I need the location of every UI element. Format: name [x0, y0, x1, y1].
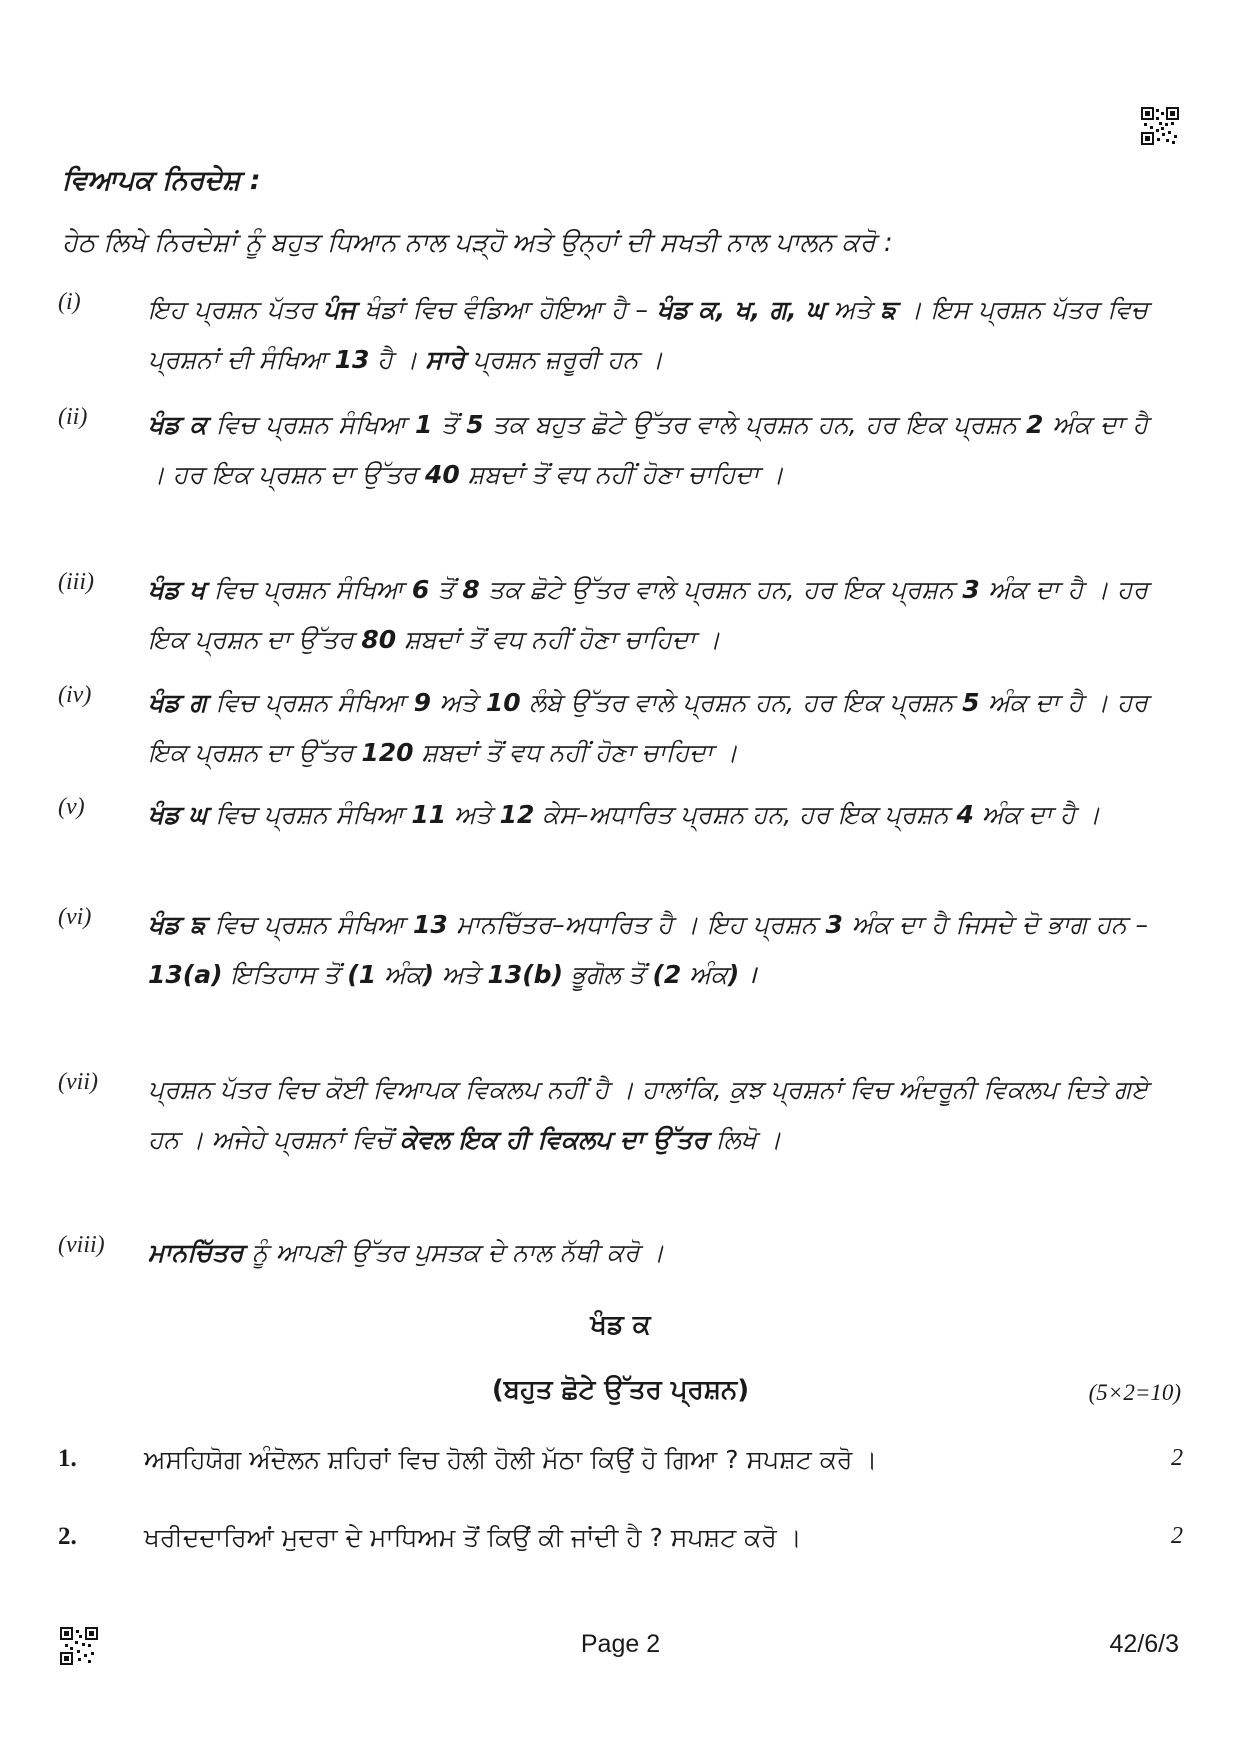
bold-text: ਖੰਡ ਘ — [148, 800, 208, 829]
bold-text: ਖੰਡ ਖ — [148, 575, 206, 604]
bold-text: (1 — [347, 960, 377, 989]
text-run: ਅਤੇ — [824, 295, 881, 324]
text-run: ਲੰਬੇ ਉੱਤਰ ਵਾਲੇ ਪ੍ਰਸ਼ਨ ਹਨ, ਹਰ ਇਕ ਪ੍ਰਸ਼ਨ — [520, 688, 963, 717]
instruction-number: (vii) — [58, 1069, 98, 1095]
text-run: ਵਿਚ ਪ੍ਰਸ਼ਨ ਸੰਖਿਆ — [206, 688, 414, 717]
text-run: ਤਕ ਬਹੁਤ ਛੋਟੇ ਉੱਤਰ ਵਾਲੇ ਪ੍ਰਸ਼ਨ ਹਨ, ਹਰ ਇਕ ਪ੍ਰਸ਼ਨ — [483, 410, 1027, 439]
text-run: ਅਤੇ — [431, 688, 486, 717]
question-number: 2. — [58, 1523, 77, 1550]
text-run: ਮਾਨਚਿੱਤਰ–ਅਧਾਰਿਤ ਹੈ । ਇਹ ਪ੍ਰਸ਼ਨ — [447, 910, 826, 939]
bold-text: 1 — [414, 410, 433, 439]
bold-text: 11 — [411, 800, 447, 829]
instruction-text — [148, 400, 1148, 500]
text-run: ਸ਼ਬਦਾਂ ਤੋਂ ਵਧ ਨਹੀਂ ਹੋਣਾ ਚਾਹਿਦਾ । — [413, 738, 738, 767]
bold-text: 40 — [424, 460, 460, 489]
bold-text: 3 — [825, 910, 843, 939]
paper-code: 42/6/3 — [1109, 1630, 1179, 1658]
text-run: ਨੂੰ ਆਪਣੀ ਉੱਤਰ ਪੁਸਤਕ ਦੇ ਨਾਲ ਨੱਥੀ ਕਰੋ । — [243, 1238, 665, 1267]
instruction-number: (ii) — [58, 404, 88, 430]
instruction-text — [148, 900, 1148, 1000]
text-run: ਵਿਚ ਪ੍ਰਸ਼ਨ ਸੰਖਿਆ — [207, 800, 412, 829]
bold-text: 5 — [962, 688, 980, 717]
text-run: ਵਿਚ ਪ੍ਰਸ਼ਨ ਸੰਖਿਆ — [205, 910, 414, 939]
text-run: ਅਤੇ — [446, 800, 500, 829]
bold-text: ਖੰਡ ਙ — [148, 910, 206, 939]
instruction-text — [148, 678, 1148, 778]
section-subtitle: (ਬਹੁਤ ਛੋਟੇ ਉੱਤਰ ਪ੍ਰਸ਼ਨ) — [491, 1375, 750, 1405]
question-marks: 2 — [1171, 1445, 1183, 1471]
text-run: ਅੰਕ — [376, 960, 423, 989]
bold-text: ) — [727, 960, 740, 989]
text-run: ਅੰਕ ਦਾ ਹੈ । ਹਰ ਇਕ ਪ੍ਰਸ਼ਨ ਦਾ ਉੱਤਰ — [148, 575, 1148, 654]
bold-text: ) — [422, 960, 435, 989]
text-run: । ਇਸ ਪ੍ਰਸ਼ਨ ਪੱਤਰ ਵਿਚ ਪ੍ਰਸ਼ਨਾਂ ਦੀ ਸੰਖਿਆ — [148, 295, 1148, 374]
text-run: ਹੈ । — [369, 345, 426, 374]
bold-text: ਮਾਨਚਿੱਤਰ — [148, 1238, 244, 1267]
instruction-number: (v) — [58, 794, 85, 820]
instruction-text — [148, 565, 1148, 665]
bold-text: 2 — [1026, 410, 1044, 439]
instruction-number: (vi) — [58, 904, 92, 930]
text-run: ਖੰਡਾਂ ਵਿਚ ਵੰਡਿਆ ਹੋਇਆ ਹੈ – — [355, 295, 657, 324]
bold-text: 13 — [413, 910, 448, 939]
instruction-number: (i) — [58, 289, 81, 315]
bold-text: 8 — [462, 575, 480, 604]
page-number: Page 2 — [580, 1630, 661, 1658]
qr-code-icon — [1141, 107, 1179, 145]
bold-text: ਖੰਡ ਕ — [148, 410, 207, 439]
bold-text: 3 — [962, 575, 980, 604]
bold-text: 10 — [485, 688, 521, 717]
bold-text: ਙ — [880, 295, 897, 324]
text-run: ਅੰਕ ਦਾ ਹੈ । ਹਰ ਇਕ ਪ੍ਰਸ਼ਨ ਦਾ ਉੱਤਰ — [148, 410, 1148, 489]
text-run: ਇਤਿਹਾਸ ਤੋਂ — [222, 960, 348, 989]
text-run: ਪ੍ਰਸ਼ਨ ਪੱਤਰ ਵਿਚ ਕੋਈ ਵਿਆਪਕ ਵਿਕਲਪ ਨਹੀਂ ਹੈ । ਹਾਲਾਂਕਿ, ਕੁਝ ਪ੍ਰਸ਼ਨਾਂ ਵਿਚ ਅੰਦਰੂਨੀ ਵਿਕਲਪ ਦਿਤੇ ਗਏ ਹਨ । ਅਜੇਹੇ ਪ੍ਰਸ਼ਨਾਂ ਵਿਚੋਂ — [148, 1075, 1148, 1154]
instructions-intro: ਹੇਠ ਲਿਖੇ ਨਿਰਦੇਸ਼ਾਂ ਨੂੰ ਬਹੁਤ ਧਿਆਨ ਨਾਲ ਪੜ੍ਹੋ ਅਤੇ ਉਨ੍ਹਾਂ ਦੀ ਸਖਤੀ ਨਾਲ ਪਾਲਨ ਕਰੋ : — [62, 228, 893, 258]
bold-text: 13(b) — [487, 960, 564, 989]
section-marks: (5×2=10) — [1088, 1380, 1181, 1405]
bold-text: 9 — [413, 688, 432, 717]
bold-text: ਪੰਜ — [323, 295, 356, 324]
text-run: ਤੋਂ — [432, 410, 467, 439]
bold-text: 4 — [956, 800, 974, 829]
bold-text: 80 — [361, 625, 397, 654]
text-run: ਵਿਚ ਪ੍ਰਸ਼ਨ ਸੰਖਿਆ — [206, 410, 415, 439]
text-run: ਸ਼ਬਦਾਂ ਤੋਂ ਵਧ ਨਹੀਂ ਹੋਣਾ ਚਾਹਿਦਾ । — [459, 460, 784, 489]
question-number: 1. — [58, 1445, 77, 1472]
bold-text: 13 — [334, 345, 370, 374]
instruction-text — [148, 1228, 1148, 1278]
text-run: ਸ਼ਬਦਾਂ ਤੋਂ ਵਧ ਨਹੀਂ ਹੋਣਾ ਚਾਹਿਦਾ । — [396, 625, 721, 654]
text-run: ਵਿਚ ਪ੍ਰਸ਼ਨ ਸੰਖਿਆ — [205, 575, 412, 604]
text-run: ਅੰਕ — [681, 960, 728, 989]
text-run: ਭੂਗੋਲ ਤੋਂ — [563, 960, 653, 989]
bold-text: 120 — [361, 738, 414, 767]
text-run: ਅੰਕ ਦਾ ਹੈ । ਹਰ ਇਕ ਪ੍ਰਸ਼ਨ ਦਾ ਉੱਤਰ — [148, 688, 1148, 767]
instruction-number: (iii) — [58, 569, 94, 595]
bold-text: ਖੰਡ ਕ, ਖ, ਗ, ਘ — [656, 295, 825, 324]
question-text: ਖਰੀਦਦਾਰਿਆਂ ਮੁਦਰਾ ਦੇ ਮਾਧਿਅਮ ਤੋਂ ਕਿਉਂ ਕੀ ਜਾਂਦੀ ਹੈ ? ਸਪਸ਼ਟ ਕਰੋ । — [144, 1523, 802, 1552]
general-instructions-title: ਵਿਆਪਕ ਨਿਰਦੇਸ਼ : — [62, 165, 261, 196]
text-run: ਅਤੇ — [434, 960, 488, 989]
text-run: ਇਹ ਪ੍ਰਸ਼ਨ ਪੱਤਰ — [148, 295, 324, 324]
instruction-number: (iv) — [58, 682, 92, 708]
text-run: ਅੰਕ ਦਾ ਹੈ ਜਿਸਦੇ ਦੋ ਭਾਗ ਹਨ – — [842, 910, 1148, 939]
instruction-text — [148, 790, 1148, 840]
bold-text: 13(a) — [148, 960, 223, 989]
bold-text: 12 — [499, 800, 535, 829]
bold-text: ਕੇਵਲ ਇਕ ਹੀ ਵਿਕਲਪ ਦਾ ਉੱਤਰ — [400, 1125, 708, 1154]
text-run: ਪ੍ਰਸ਼ਨ ਜ਼ਰੂਰੀ ਹਨ । — [464, 345, 664, 374]
text-run: ਅੰਕ ਦਾ ਹੈ । — [973, 800, 1101, 829]
text-run: ਤੋਂ — [429, 575, 463, 604]
text-run: ਲਿਖੋ । — [707, 1125, 782, 1154]
instruction-number: (viii) — [58, 1232, 105, 1258]
text-run: । — [739, 960, 757, 989]
instruction-text — [148, 1065, 1148, 1165]
bold-text: 6 — [411, 575, 430, 604]
bold-text: ਸਾਰੇ — [425, 345, 465, 374]
question-text: ਅਸਹਿਯੋਗ ਅੰਦੋਲਨ ਸ਼ਹਿਰਾਂ ਵਿਚ ਹੋਲੀ ਹੋਲੀ ਮੱਠਾ ਕਿਉਂ ਹੋ ਗਿਆ ? ਸਪਸ਼ਟ ਕਰੋ । — [144, 1445, 878, 1474]
bold-text: (2 — [652, 960, 682, 989]
bold-text: 5 — [466, 410, 484, 439]
question-marks: 2 — [1171, 1523, 1183, 1549]
section-title: ਖੰਡ ਕ — [590, 1310, 651, 1340]
bold-text: ਖੰਡ ਗ — [148, 688, 207, 717]
text-run: ਤਕ ਛੋਟੇ ਉੱਤਰ ਵਾਲੇ ਪ੍ਰਸ਼ਨ ਹਨ, ਹਰ ਇਕ ਪ੍ਰਸ਼ਨ — [479, 575, 963, 604]
text-run: ਕੇਸ–ਅਧਾਰਿਤ ਪ੍ਰਸ਼ਨ ਹਨ, ਹਰ ਇਕ ਪ੍ਰਸ਼ਨ — [534, 800, 957, 829]
instruction-text — [148, 285, 1148, 385]
